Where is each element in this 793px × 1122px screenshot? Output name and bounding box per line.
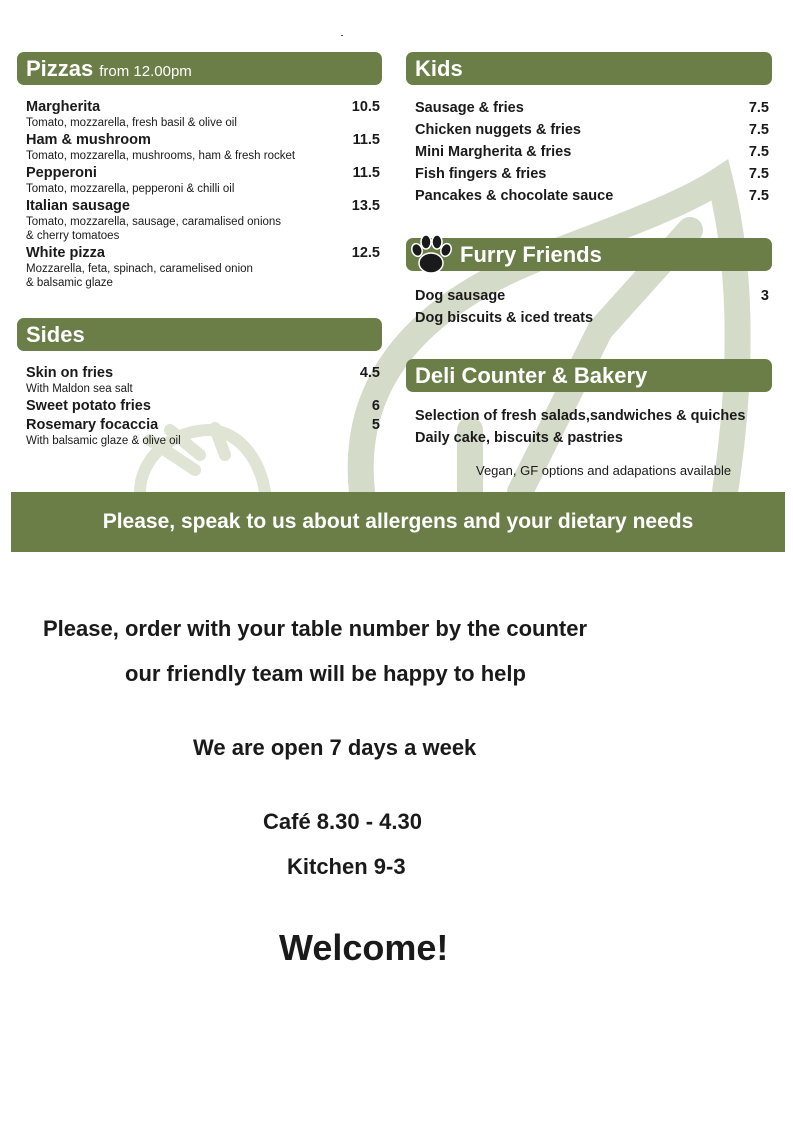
opening-days: We are open 7 days a week <box>193 735 477 760</box>
item-name: Italian sausage <box>26 198 130 214</box>
deli-header <box>406 359 772 392</box>
menu-item <box>26 245 380 290</box>
paw-icon <box>408 233 454 277</box>
item-price: 7.5 <box>748 144 769 160</box>
item-price: 5 <box>371 417 380 433</box>
item-price: 11.5 <box>352 165 380 181</box>
order-instruction: Please, order with your table number by the counter <box>43 616 588 641</box>
allergen-banner: Please, speak to us about allergens and your dietary needs <box>11 492 785 552</box>
item-desc-continued: & cherry tomatoes <box>26 230 120 242</box>
menu-item <box>26 398 380 415</box>
menu-item <box>415 97 769 119</box>
menu-item <box>415 307 769 329</box>
welcome-text: Welcome! <box>279 927 449 968</box>
pizzas-title: Pizzas <box>26 56 94 81</box>
item-name: Selection of fresh salads,sandwiches & quiches <box>415 408 746 424</box>
item-name: Ham & mushroom <box>26 132 151 148</box>
item-price: 10.5 <box>351 99 380 115</box>
item-price: 6 <box>371 398 380 414</box>
deli-list <box>415 405 775 449</box>
item-name: White pizza <box>26 245 105 261</box>
furry-friends-title: Furry Friends <box>460 242 602 267</box>
item-desc: With Maldon sea salt <box>26 383 133 395</box>
item-price: 7.5 <box>748 188 769 204</box>
furry-friends-header <box>406 238 772 271</box>
item-desc: Tomato, mozzarella, sausage, caramalised onions <box>26 216 282 228</box>
menu-item <box>26 198 380 243</box>
kids-header <box>406 52 772 85</box>
menu-item <box>415 405 775 427</box>
deli-title: Deli Counter & Bakery <box>415 363 648 388</box>
menu-item <box>26 417 380 448</box>
menu-item <box>415 285 769 307</box>
item-price: 11.5 <box>352 132 380 148</box>
item-desc: Mozzarella, feta, spinach, caramelised onion <box>26 263 253 275</box>
item-price: 12.5 <box>351 245 380 261</box>
item-name: Margherita <box>26 99 101 115</box>
item-name: Rosemary focaccia <box>26 417 159 433</box>
item-desc: Tomato, mozzarella, fresh basil & olive oil <box>26 117 237 129</box>
item-name: Skin on fries <box>26 365 114 381</box>
menu-item <box>415 119 769 141</box>
menu-item <box>415 163 769 185</box>
item-desc-continued: & balsamic glaze <box>26 277 113 289</box>
item-name: Sausage & fries <box>415 100 524 116</box>
item-price: 7.5 <box>748 100 769 116</box>
item-name: Pancakes & chocolate sauce <box>415 188 614 204</box>
item-price: 3 <box>760 288 769 304</box>
sides-list <box>26 365 380 448</box>
pizzas-list <box>26 99 380 290</box>
item-name: Sweet potato fries <box>26 398 151 414</box>
menu-item <box>26 99 380 130</box>
item-name: Fish fingers & fries <box>415 166 547 182</box>
menu-item <box>26 365 380 396</box>
item-desc: Tomato, mozzarella, mushrooms, ham & fresh rocket <box>26 150 296 162</box>
menu-item <box>26 165 380 196</box>
item-price: 4.5 <box>359 365 380 381</box>
sides-title: Sides <box>26 322 85 347</box>
item-desc: Tomato, mozzarella, pepperoni & chilli oil <box>26 183 235 195</box>
item-price: 7.5 <box>748 166 769 182</box>
kids-list <box>415 97 769 207</box>
item-desc: With balsamic glaze & olive oil <box>26 435 181 447</box>
item-name: Dog sausage <box>415 288 506 304</box>
item-price: 13.5 <box>351 198 380 214</box>
cafe-hours: Café 8.30 - 4.30 <box>263 809 422 834</box>
item-name: Chicken nuggets & fries <box>415 122 581 138</box>
menu-item <box>415 185 769 207</box>
sides-header <box>17 318 382 351</box>
pizzas-header <box>17 52 382 85</box>
item-name: Pepperoni <box>26 165 97 181</box>
top-dot <box>341 35 343 36</box>
team-message: our friendly team will be happy to help <box>125 661 526 686</box>
menu-item <box>415 141 769 163</box>
pizzas-subtitle: from 12.00pm <box>99 63 192 80</box>
kids-title: Kids <box>415 56 463 81</box>
furry-friends-list <box>415 285 769 329</box>
item-name: Dog biscuits & iced treats <box>415 310 594 326</box>
menu-item <box>26 132 380 163</box>
dietary-note: Vegan, GF options and adapations available <box>476 463 732 478</box>
item-price: 7.5 <box>748 122 769 138</box>
menu-item <box>415 427 775 449</box>
item-name: Mini Margherita & fries <box>415 144 572 160</box>
item-name: Daily cake, biscuits & pastries <box>415 430 623 446</box>
kitchen-hours: Kitchen 9-3 <box>287 854 406 879</box>
